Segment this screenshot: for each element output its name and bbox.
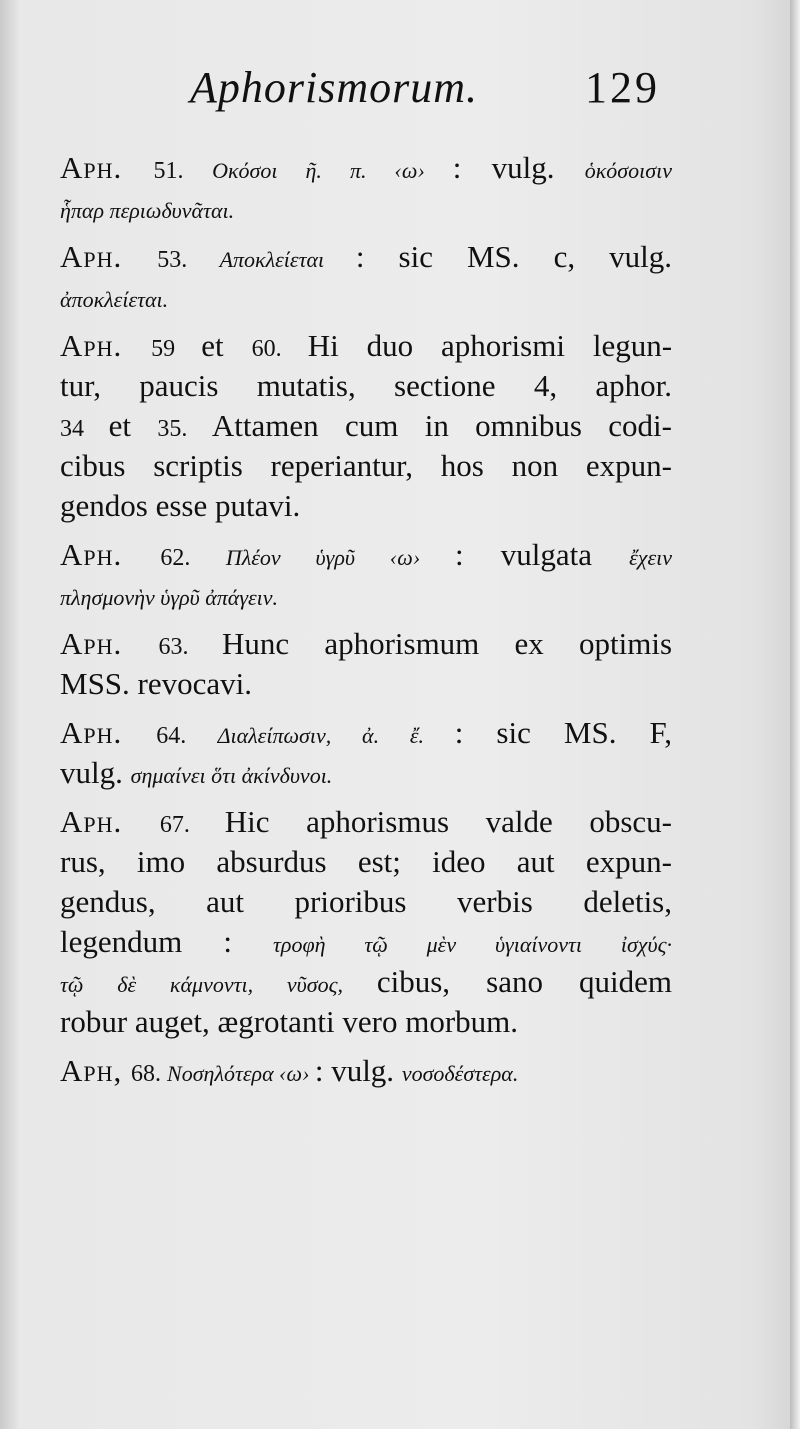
text-run: rus, imo absurdus est; ideo aut expun- bbox=[60, 844, 672, 879]
text-run: 64. bbox=[156, 723, 218, 749]
text-line bbox=[60, 148, 672, 188]
greek-text: Πλέον ὑγρῦ ‹ω› bbox=[225, 545, 455, 570]
running-header bbox=[190, 62, 660, 142]
aphorism-label: Aph. bbox=[60, 537, 161, 572]
aphorism-label: Aph. bbox=[60, 239, 158, 274]
text-line bbox=[60, 326, 672, 366]
text-run: 35. bbox=[157, 416, 212, 442]
aphorism-label: Aph, bbox=[60, 1053, 132, 1088]
aphorism-label: Aph. bbox=[60, 626, 159, 661]
page-body bbox=[60, 148, 672, 1100]
note-entry bbox=[60, 624, 672, 704]
greek-text: ἧπαρ περιωδυνᾶται. bbox=[60, 198, 235, 223]
text-line bbox=[60, 753, 672, 793]
aphorism-label: Aph. bbox=[60, 328, 152, 363]
text-run: 60. bbox=[251, 336, 308, 362]
text-line bbox=[60, 406, 672, 446]
text-run: cibus, sano quidem bbox=[376, 964, 672, 999]
text-run: vulg. bbox=[60, 755, 131, 790]
greek-text: πλησμονὴν ὑγρῦ ἀπάγειν. bbox=[60, 585, 279, 610]
text-run: : vulg. bbox=[314, 1053, 402, 1088]
text-line bbox=[60, 237, 672, 277]
text-line bbox=[60, 802, 672, 842]
text-run: gendos esse putavi. bbox=[60, 488, 301, 523]
page-edge bbox=[790, 0, 800, 1429]
text-line bbox=[60, 922, 672, 962]
text-run: 59 bbox=[151, 336, 202, 362]
text-run: Hunc aphorismum ex optimis bbox=[221, 626, 672, 661]
note-entry bbox=[60, 1051, 672, 1091]
text-run: 63. bbox=[158, 634, 222, 660]
text-run: et bbox=[201, 328, 252, 363]
note-entry bbox=[60, 326, 672, 526]
greek-text: νοσοδέστερα. bbox=[401, 1061, 519, 1086]
note-entry bbox=[60, 535, 672, 615]
greek-text: Διαλείπωσιν, ἀ. ἔ. bbox=[217, 723, 455, 748]
text-line bbox=[60, 188, 672, 228]
text-line bbox=[60, 486, 672, 526]
text-run: : vulgata bbox=[454, 537, 630, 572]
text-run: 53. bbox=[157, 247, 220, 273]
aphorism-label: Aph. bbox=[60, 804, 160, 839]
text-run: tur, paucis mutatis, sectione 4, aphor. bbox=[60, 368, 672, 403]
text-run: 34 bbox=[60, 416, 109, 442]
text-run: 67. bbox=[159, 812, 225, 838]
text-run: : vulg. bbox=[452, 150, 585, 185]
aphorism-label: Aph. bbox=[60, 150, 154, 185]
text-line bbox=[60, 446, 672, 486]
text-run: cibus scriptis reperiantur, hos non expun- bbox=[60, 448, 672, 483]
text-run: robur auget, ægrotanti vero morbum. bbox=[60, 1004, 519, 1039]
text-line bbox=[60, 575, 672, 615]
text-line bbox=[60, 882, 672, 922]
greek-text: ἔχειν bbox=[629, 545, 672, 570]
greek-text: τροφὴ τῷ μὲν ὑγιαίνοντι ἰσχύς· bbox=[273, 932, 672, 957]
text-run: Hi duo aphorismi legun- bbox=[307, 328, 672, 363]
text-line bbox=[60, 277, 672, 317]
text-run: : sic MS. F, bbox=[454, 715, 672, 750]
aphorism-label: Aph. bbox=[60, 715, 157, 750]
text-run: 68. bbox=[131, 1061, 168, 1087]
text-run: gendus, aut prioribus verbis deletis, bbox=[60, 884, 672, 919]
text-line bbox=[60, 842, 672, 882]
note-entry bbox=[60, 802, 672, 1042]
page-number: 129 bbox=[585, 63, 660, 112]
text-run: Attamen cum in omnibus codi- bbox=[211, 408, 672, 443]
text-run: Hic aphorismus valde obscu- bbox=[224, 804, 672, 839]
note-entry bbox=[60, 713, 672, 793]
text-line bbox=[60, 664, 672, 704]
greek-text: Οκόσοι ῆ. π. ‹ω› bbox=[212, 158, 453, 183]
greek-text: σημαίνει ὅτι ἀκίνδυνοι. bbox=[130, 763, 333, 788]
text-line bbox=[60, 713, 672, 753]
greek-text: ἀποκλείεται. bbox=[60, 287, 169, 312]
text-line bbox=[60, 366, 672, 406]
note-entry bbox=[60, 148, 672, 228]
greek-text: τῷ δὲ κάμνοντι, νῦσος, bbox=[60, 972, 377, 997]
text-run: MSS. revocavi. bbox=[60, 666, 253, 701]
text-run: et bbox=[108, 408, 158, 443]
text-line bbox=[60, 1002, 672, 1042]
text-run: 51. bbox=[153, 158, 213, 184]
text-run: 62. bbox=[160, 545, 226, 571]
text-line bbox=[60, 535, 672, 575]
text-line bbox=[60, 624, 672, 664]
greek-text: Αποκλείεται bbox=[219, 247, 356, 272]
text-run: legendum : bbox=[60, 924, 274, 959]
text-line bbox=[60, 962, 672, 1002]
text-line bbox=[60, 1051, 672, 1091]
running-title: Aphorismorum. bbox=[190, 63, 479, 112]
text-run: : sic MS. c, vulg. bbox=[355, 239, 672, 274]
note-entry bbox=[60, 237, 672, 317]
greek-text: ὁκόσοισιν bbox=[584, 158, 672, 183]
greek-text: Νοσηλότερα ‹ω› bbox=[167, 1061, 315, 1086]
